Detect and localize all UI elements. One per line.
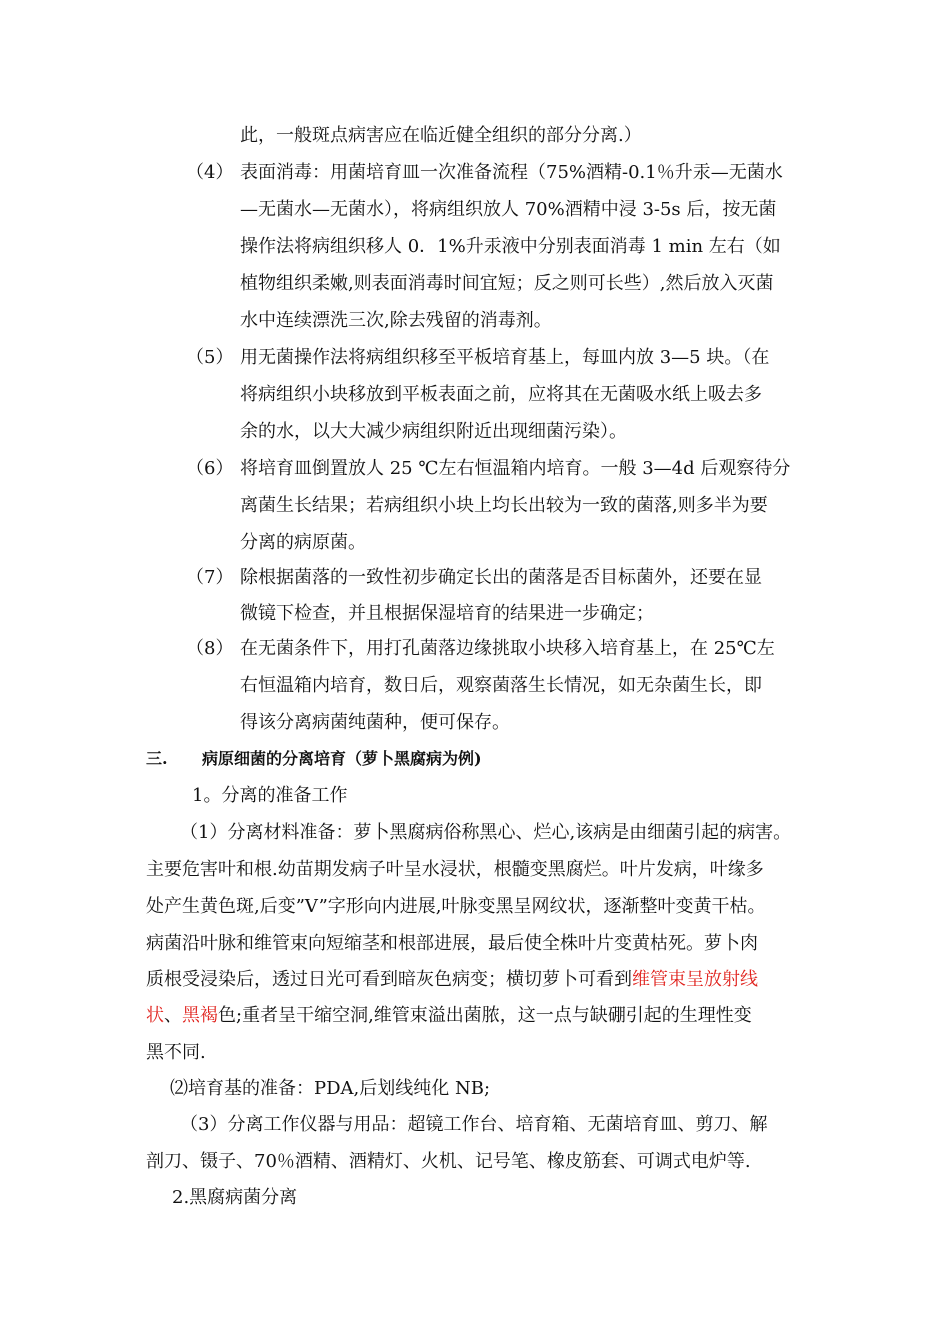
paragraph-line: 主要危害叶和根.幼苗期发病子叶呈水浸状，根髓变黑腐烂。叶片发病，叶缘多 bbox=[146, 859, 764, 880]
item-line: 微镜下检查，并且根据保湿培育的结果进一步确定； bbox=[240, 603, 654, 624]
item-line: 表面消毒：用菌培育皿一次准备流程（75%酒精-0.1％升汞—无菌水 bbox=[240, 162, 783, 183]
item-line: 右恒温箱内培育，数日后，观察菌落生长情况，如无杂菌生长，即 bbox=[240, 675, 762, 696]
item-number: （7） bbox=[186, 567, 234, 588]
item-line: —无菌水—无菌水），将病组织放人 70%酒精中浸 3-5s 后，按无菌 bbox=[240, 199, 777, 220]
paragraph-line: 病菌沿叶脉和维管束向短缩茎和根部进展，最后使全株叶片变黄枯死。萝卜肉 bbox=[146, 933, 758, 954]
paragraph-text: 质根受浸染后，透过日光可看到暗灰色病变；横切萝卜可看到 bbox=[146, 969, 632, 990]
subheading: 2.黑腐病菌分离 bbox=[172, 1187, 298, 1208]
item-line: 将病组织小块移放到平板表面之前，应将其在无菌吸水纸上吸去多 bbox=[240, 384, 762, 405]
item-line: 得该分离病菌纯菌种，便可保存。 bbox=[240, 712, 510, 733]
paragraph-line: 处产生黄色斑,后变”V”字形向内进展,叶脉变黑呈网纹状，逐渐整叶变黄干枯。 bbox=[146, 896, 766, 917]
highlight-text: 维管束呈放射线 bbox=[632, 969, 758, 990]
paragraph-text: 色;重者呈干缩空洞,维管束溢出菌脓，这一点与缺硼引起的生理性变 bbox=[218, 1005, 752, 1026]
item-number: （4） bbox=[186, 162, 234, 183]
paragraph-line bbox=[146, 968, 758, 992]
separator-text: 、 bbox=[164, 1005, 182, 1026]
paragraph-line bbox=[146, 1004, 752, 1028]
highlight-text: 黑褐 bbox=[182, 1005, 218, 1026]
item-3-tail: 此，一般斑点病害应在临近健全组织的部分分离.） bbox=[240, 125, 642, 146]
item-line: 用无菌操作法将病组织移至平板培育基上，每皿内放 3—5 块。（在 bbox=[240, 347, 770, 368]
item-line: 操作法将病组织移人 0．1%升汞液中分别表面消毒 1 min 左右（如 bbox=[240, 236, 781, 257]
paragraph-line: ⑵培育基的准备：PDA,后划线纯化 NB; bbox=[170, 1078, 491, 1099]
paragraph-line: 黑不同. bbox=[146, 1042, 206, 1063]
item-number: （6） bbox=[186, 458, 234, 479]
item-line: 离菌生长结果；若病组织小块上均长出较为一致的菌落,则多半为要 bbox=[240, 495, 768, 516]
item-number: （8） bbox=[186, 638, 234, 659]
item-line: 余的水，以大大减少病组织附近出现细菌污染）。 bbox=[240, 421, 627, 442]
item-line: 在无菌条件下，用打孔菌落边缘挑取小块移入培育基上，在 25℃左 bbox=[240, 638, 775, 659]
item-number: （5） bbox=[186, 347, 234, 368]
item-line: 除根据菌落的一致性初步确定长出的菌落是否目标菌外，还要在显 bbox=[240, 567, 762, 588]
paragraph-line: （3）分离工作仪器与用品：超镜工作台、培育箱、无菌培育皿、剪刀、解 bbox=[180, 1114, 768, 1135]
item-line: 分离的病原菌。 bbox=[240, 532, 366, 553]
section-title: 病原细菌的分离培育（萝卜黑腐病为例) bbox=[202, 749, 482, 768]
subheading: 1。分离的准备工作 bbox=[192, 785, 348, 806]
item-line: 将培育皿倒置放人 25 ℃左右恒温箱内培育。一般 3—4d 后观察待分 bbox=[240, 458, 791, 479]
paragraph-line: （1）分离材料准备：萝卜黑腐病俗称黑心、烂心,该病是由细菌引起的病害。 bbox=[180, 822, 792, 843]
section-number: 三. bbox=[146, 749, 168, 768]
paragraph-line: 剖刀、镊子、70％酒精、酒精灯、火机、记号笔、橡皮筋套、可调式电炉等. bbox=[146, 1151, 751, 1172]
item-line: 水中连续漂洗三次,除去残留的消毒剂。 bbox=[240, 310, 552, 331]
highlight-text: 状 bbox=[146, 1005, 164, 1026]
item-line: 植物组织柔嫩,则表面消毒时间宜短；反之则可长些）,然后放入灭菌 bbox=[240, 273, 774, 294]
